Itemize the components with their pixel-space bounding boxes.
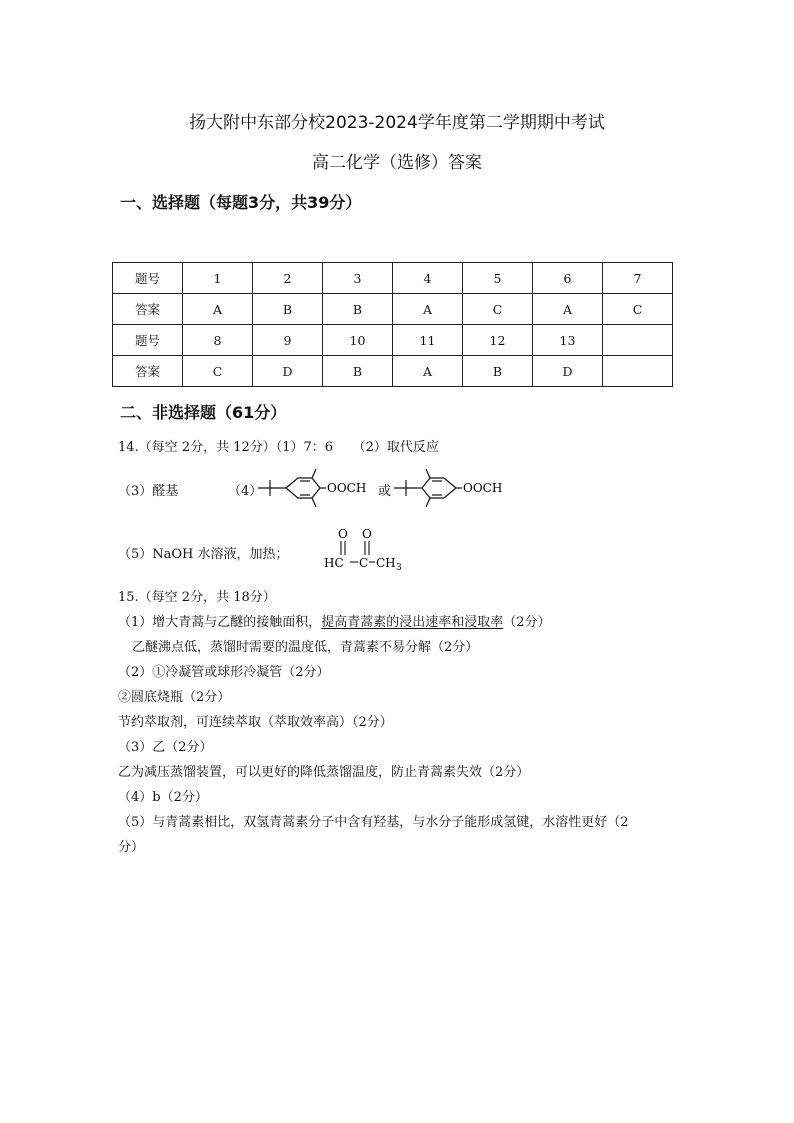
answer-table (112, 262, 673, 387)
table-cell: 4 (393, 263, 463, 294)
q14-part5: （5）NaOH 水溶液，加热； (118, 547, 289, 562)
table-cell: B (323, 294, 393, 325)
structure-formula-2 (392, 458, 512, 518)
table-cell: 7 (603, 263, 673, 294)
formula-group-label: OOCH (327, 481, 367, 495)
table-cell: B (323, 356, 393, 387)
table-cell: 11 (393, 325, 463, 356)
document-subtitle: 高二化学（选修）答案 (312, 153, 482, 173)
table-cell: 9 (253, 325, 323, 356)
table-cell: 题号 (113, 263, 183, 294)
q15-line6: （3）乙（2分） (118, 740, 213, 755)
formula-hc-label: HC (324, 556, 344, 570)
table-cell: 8 (183, 325, 253, 356)
section-choice-heading: 一、选择题（每题3分，共39分） (120, 193, 362, 212)
table-cell: 答案 (113, 356, 183, 387)
table-cell: A (393, 294, 463, 325)
q15-line9: （5）与青蒿素相比，双氢青蒿素分子中含有羟基，与水分子能形成氢键，水溶性更好（2 (118, 815, 629, 830)
table-cell: 6 (533, 263, 603, 294)
table-cell: 1 (183, 263, 253, 294)
q14-part4-label: （4） (228, 484, 263, 499)
table-cell: A (533, 294, 603, 325)
table-cell (603, 356, 673, 387)
table-row (113, 356, 673, 387)
table-cell: A (183, 294, 253, 325)
table-cell: 答案 (113, 294, 183, 325)
q14-or: 或 (378, 484, 392, 499)
table-cell: C (183, 356, 253, 387)
q15-line1-post: （2分） (503, 615, 551, 630)
formula-subscript: 3 (396, 563, 402, 573)
table-cell: B (253, 294, 323, 325)
table-cell (603, 325, 673, 356)
q15-line2: 乙醚沸点低，蒸馏时需要的温度低，青蒿素不易分解（2分） (132, 640, 479, 655)
structure-formula-1 (256, 458, 376, 518)
formula-ch-label: CH (376, 556, 396, 570)
table-cell: C (463, 294, 533, 325)
q14-line1: 14.（每空 2分，共 12分）（1）7：6 （2）取代反应 (118, 440, 439, 455)
formula-oxygen-label: O (362, 527, 372, 541)
structure-formula-3 (322, 524, 412, 574)
formula-oxygen-label: O (338, 527, 348, 541)
q15-line7: 乙为减压蒸馏装置，可以更好的降低蒸馏温度，防止青蒿素失效（2分） (118, 765, 530, 780)
q15-line4: ②圆底烧瓶（2分） (118, 690, 231, 705)
table-cell: 2 (253, 263, 323, 294)
table-cell: D (253, 356, 323, 387)
table-cell: 13 (533, 325, 603, 356)
table-cell: 题号 (113, 325, 183, 356)
document-title: 扬大附中东部分校2023-2024学年度第二学期期中考试 (189, 113, 605, 133)
table-row (113, 325, 673, 356)
q15-line5: 节约萃取剂，可连续萃取（萃取效率高）（2分） (118, 715, 393, 730)
table-cell: 12 (463, 325, 533, 356)
q15-line9-continued: 分） (118, 840, 145, 855)
table-cell: 10 (323, 325, 393, 356)
table-cell: C (603, 294, 673, 325)
q15-line3: （2）①冷凝管或球形冷凝管（2分） (118, 665, 330, 680)
table-row (113, 294, 673, 325)
q15-line1-underlined: 提高青蒿素的浸出速率和浸取率 (321, 615, 504, 630)
table-cell: 3 (323, 263, 393, 294)
q15-line8: （4）b（2分） (118, 790, 208, 805)
section-nonchoice-heading: 二、非选择题（61分） (120, 403, 287, 422)
q14-part3: （3）醛基 (118, 484, 179, 499)
table-row (113, 263, 673, 294)
table-cell: A (393, 356, 463, 387)
formula-c-label: C (359, 556, 369, 570)
table-cell: B (463, 356, 533, 387)
table-cell: 5 (463, 263, 533, 294)
table-cell: D (533, 356, 603, 387)
q15-heading: 15.（每空 2分，共 18分） (118, 590, 276, 605)
formula-group-label: OOCH (463, 481, 503, 495)
q15-line1 (118, 611, 551, 630)
q15-line1-pre: （1）增大青蒿与乙醚的接触面积， (118, 615, 322, 630)
